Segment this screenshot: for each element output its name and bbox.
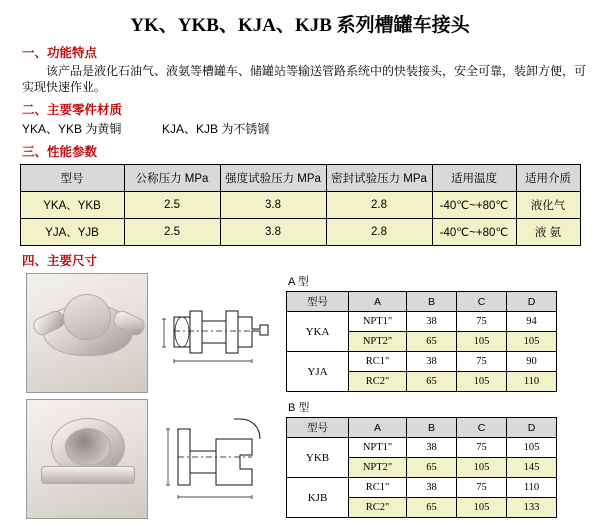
dimension-table-a <box>286 291 557 392</box>
cell-d: 105 <box>507 438 557 458</box>
cell-b: 65 <box>407 332 457 352</box>
col-model: 型号 <box>20 165 124 192</box>
col-model: 型号 <box>287 292 349 312</box>
product-photo-a <box>26 273 148 393</box>
table-row <box>287 478 557 498</box>
cell-a: RC2" <box>349 372 407 392</box>
cell-c: 105 <box>457 332 507 352</box>
section-heading-dimensions: 四、主要尺寸 <box>22 254 98 268</box>
cell-c: 105 <box>457 372 507 392</box>
cell-d: 90 <box>507 352 557 372</box>
table-header-row <box>287 418 557 438</box>
cell-medium: 液化气 <box>516 192 580 219</box>
cell-c: 75 <box>457 312 507 332</box>
table-header-row <box>20 165 580 192</box>
cell-a: RC1" <box>349 478 407 498</box>
section-heading-performance: 三、性能参数 <box>22 145 98 159</box>
cell-a: NPT1" <box>349 312 407 332</box>
table-row <box>287 312 557 332</box>
drawing-b-svg <box>156 399 274 517</box>
cell-model: YKA、YKB <box>20 192 124 219</box>
dimension-table-a-wrap <box>286 273 592 392</box>
cell-seal-test-pressure: 2.8 <box>326 219 432 246</box>
features-body: 该产品是液化石油气、液氨等槽罐车、储罐站等输送管路系统中的快装接头，安全可靠，装卸方便，可实现快速作业。 <box>22 64 587 94</box>
cell-a: RC2" <box>349 498 407 518</box>
type-label-a: A 型 <box>288 276 309 288</box>
cell-b: 38 <box>407 312 457 332</box>
table-header-row <box>287 292 557 312</box>
col-temperature: 适用温度 <box>432 165 516 192</box>
table-row <box>287 352 557 372</box>
type-label-b: B 型 <box>288 402 310 414</box>
materials-steel: KJA、KJB 为不锈钢 <box>162 122 270 136</box>
technical-drawing-a <box>156 273 274 391</box>
cell-d: 94 <box>507 312 557 332</box>
table-row <box>20 219 580 246</box>
technical-drawing-b <box>156 399 274 517</box>
product-photo-b <box>26 399 148 519</box>
drawing-a-svg <box>156 273 274 391</box>
cell-medium: 液 氨 <box>516 219 580 246</box>
col-model: 型号 <box>287 418 349 438</box>
cell-c: 105 <box>457 458 507 478</box>
cell-c: 75 <box>457 352 507 372</box>
dimension-group-a <box>8 273 592 393</box>
cell-model: YKB <box>287 438 349 478</box>
cell-b: 38 <box>407 352 457 372</box>
section-heading-materials: 二、主要零件材质 <box>22 103 123 117</box>
table-row <box>287 438 557 458</box>
col-a: A <box>349 292 407 312</box>
cell-d: 110 <box>507 372 557 392</box>
cell-b: 65 <box>407 498 457 518</box>
section-heading-features: 一、功能特点 <box>22 46 98 60</box>
col-medium: 适用介质 <box>516 165 580 192</box>
cell-c: 75 <box>457 438 507 458</box>
cell-d: 133 <box>507 498 557 518</box>
dimension-group-b <box>8 399 592 519</box>
col-b: B <box>407 292 457 312</box>
cell-a: NPT2" <box>349 332 407 352</box>
col-seal-test-pressure: 密封试验压力 MPa <box>326 165 432 192</box>
cell-strength-test-pressure: 3.8 <box>220 192 326 219</box>
cell-temperature: -40℃~+80℃ <box>432 192 516 219</box>
dimension-table-b-wrap <box>286 399 592 518</box>
materials-brass: YKA、YKB 为黄铜 <box>22 122 122 136</box>
cell-a: NPT2" <box>349 458 407 478</box>
cell-model: YKA <box>287 312 349 352</box>
col-b: B <box>407 418 457 438</box>
cell-b: 65 <box>407 372 457 392</box>
col-a: A <box>349 418 407 438</box>
dimensions-section <box>8 273 592 521</box>
table-row <box>20 192 580 219</box>
cell-b: 38 <box>407 478 457 498</box>
document-page <box>0 10 600 526</box>
cell-b: 65 <box>407 458 457 478</box>
cell-temperature: -40℃~+80℃ <box>432 219 516 246</box>
cell-d: 110 <box>507 478 557 498</box>
cell-strength-test-pressure: 3.8 <box>220 219 326 246</box>
col-d: D <box>507 418 557 438</box>
col-d: D <box>507 292 557 312</box>
dimension-table-b <box>286 417 557 518</box>
cell-d: 145 <box>507 458 557 478</box>
col-c: C <box>457 418 507 438</box>
cell-a: NPT1" <box>349 438 407 458</box>
page-title: YK、YKB、KJA、KJB 系列槽罐车接头 <box>130 15 470 36</box>
cell-seal-test-pressure: 2.8 <box>326 192 432 219</box>
col-strength-test-pressure: 强度试验压力 MPa <box>220 165 326 192</box>
performance-table <box>20 164 581 246</box>
cell-nominal-pressure: 2.5 <box>124 219 220 246</box>
cell-model: YJA、YJB <box>20 219 124 246</box>
cell-a: RC1" <box>349 352 407 372</box>
col-c: C <box>457 292 507 312</box>
cell-model: YJA <box>287 352 349 392</box>
cell-nominal-pressure: 2.5 <box>124 192 220 219</box>
cell-d: 105 <box>507 332 557 352</box>
cell-c: 75 <box>457 478 507 498</box>
cell-c: 105 <box>457 498 507 518</box>
materials-line <box>22 120 592 137</box>
cell-b: 38 <box>407 438 457 458</box>
cell-model: KJB <box>287 478 349 518</box>
col-nominal-pressure: 公称压力 MPa <box>124 165 220 192</box>
